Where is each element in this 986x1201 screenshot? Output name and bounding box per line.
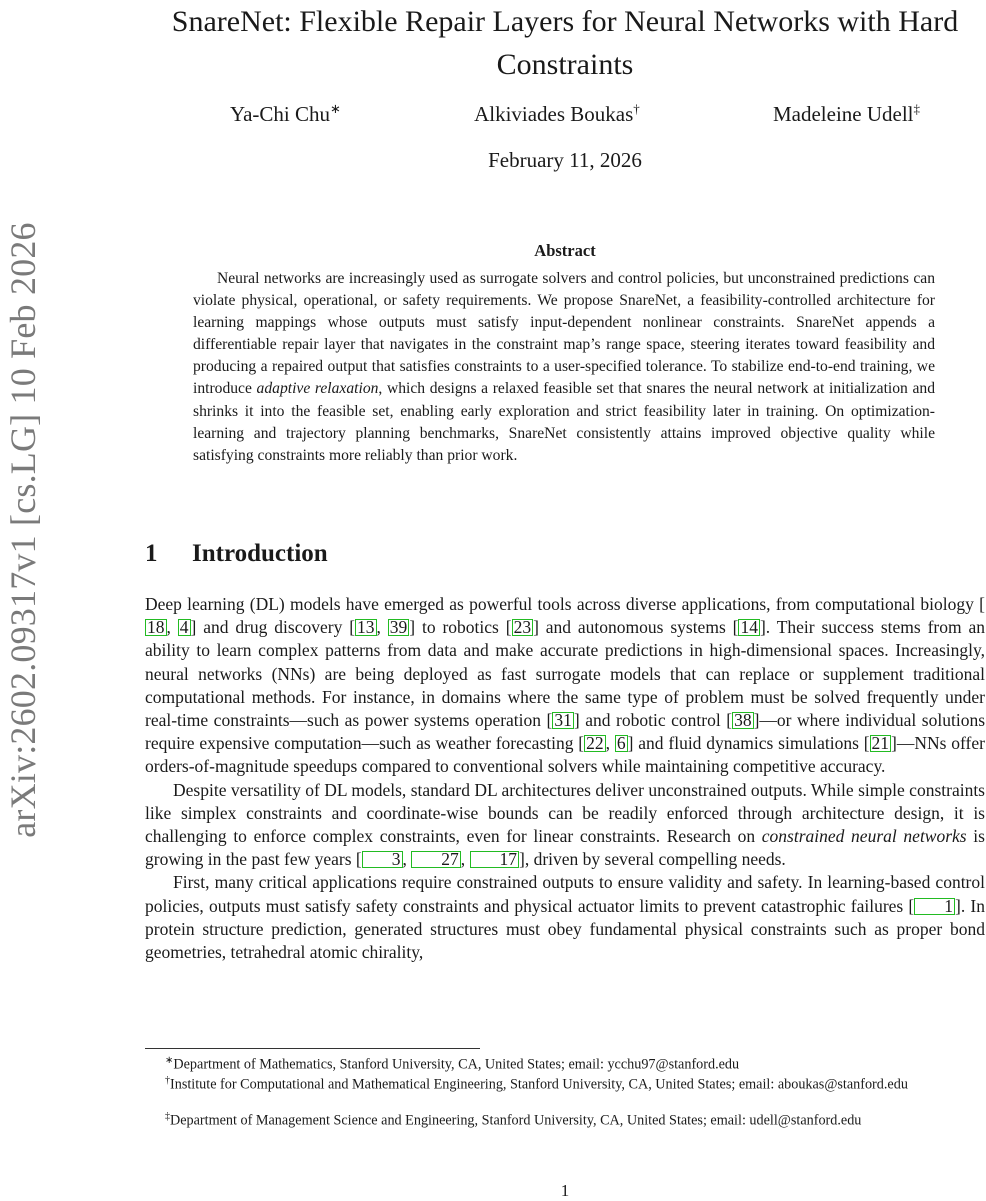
page-number: 1 — [560, 1181, 570, 1200]
section-number: 1 — [145, 540, 158, 567]
citation-link[interactable]: 23 — [513, 617, 532, 638]
citation-link[interactable]: 6 — [616, 733, 626, 754]
footnote-mark: ∗ — [165, 1055, 174, 1066]
citation-link[interactable]: 18 — [147, 617, 165, 638]
citation-link[interactable]: 14 — [740, 617, 758, 638]
citation-link[interactable]: 27 — [411, 851, 461, 868]
author-footnote-mark[interactable]: ‡ — [913, 101, 920, 116]
author-list — [230, 101, 920, 127]
arxiv-identifier-text: arXiv:2602.09317v1 [cs.LG] 10 Feb 2026 — [3, 222, 43, 838]
abstract-text-part: , which designs a relaxed feasible set that snares the neural network at initialization and shrinks it into the feasible set, enabling early exploration and strict feasibility later in training. On optimization-learning and trajectory planning benchmarks, SnareNet consistently attains improved objective quality while satisfying constraints more reliably than prior work. — [193, 380, 935, 464]
citation-link[interactable]: 31 — [554, 710, 572, 731]
footnote — [145, 1071, 985, 1095]
section-title: Introduction — [192, 540, 328, 567]
paragraph: First, many critical applications require constrained outputs to ensure validity and safety. In learning-based control policies, outputs must satisfy safety constraints and physical actuator limits to prevent catastrophic failures [ 1 ]. In protein structure prediction, generated structures must obey fundamental physical constraints such as proper bond geometries, tetrahedral atomic chirality, — [145, 872, 985, 963]
citation-link[interactable]: 39 — [389, 617, 408, 638]
author-name: Alkiviades Boukas — [474, 102, 634, 126]
footnote-rule — [145, 1048, 480, 1049]
footnote-text: Department of Management Science and Engineering, Stanford University, CA, United States; email: udell@stanford.edu — [170, 1112, 862, 1129]
abstract-text — [193, 268, 935, 467]
emphasis: constrained neural networks — [761, 826, 967, 847]
citation-link[interactable]: 21 — [871, 733, 890, 754]
abstract-emphasis: adaptive relaxation — [256, 380, 379, 398]
abstract-text-part: Neural networks are increasingly used as surrogate solvers and control policies, but unconstrained predictions can violate physical, operational, or safety requirements. We propose SnareNet, a feasibility-controlled architecture for learning mappings whose outputs must satisfy input-dependent nonlinear constraints. SnareNet appends a differentiable repair layer that navigates in the constraint map’s range space, steering iterates toward feasibility and producing a repaired output that satisfies constraints to a user-specified tolerance. To stabilize end-to-end training, we introduce — [193, 270, 935, 398]
author — [230, 101, 341, 127]
paragraph: Despite versatility of DL models, standard DL architectures deliver unconstrained outputs. While simple constraints like simplex constraints and coordinate-wise bounds can be readily enforced through architecture design, it is challenging to enforce complex constraints, even for linear constraints. Research on constrained neural networks is growing in the past few years [ 3 , 27 , 17 ], driven by several compelling needs. — [145, 779, 985, 870]
author — [773, 101, 920, 127]
citation-link[interactable]: 38 — [734, 710, 752, 731]
author — [474, 101, 640, 127]
footnote — [145, 1107, 985, 1131]
citation-link[interactable]: 17 — [470, 851, 520, 868]
footnote-text: Institute for Computational and Mathematical Engineering, Stanford University, CA, United States; email: aboukas@stanford.edu — [170, 1076, 908, 1093]
citation-link[interactable]: 13 — [357, 617, 375, 638]
paper-date: February 11, 2026 — [488, 148, 642, 172]
footnote-mark: † — [165, 1075, 170, 1086]
footnote-mark: ‡ — [165, 1111, 170, 1122]
citation-link[interactable]: 22 — [586, 733, 604, 754]
author-name: Madeleine Udell — [772, 102, 914, 126]
paper-title: SnareNet: Flexible Repair Layers for Neural Networks with Hard Constraints — [171, 5, 959, 81]
citation-link[interactable]: 4 — [179, 617, 189, 638]
arxiv-identifier-stamp — [0, 185, 46, 875]
author-footnote-mark[interactable]: † — [633, 101, 640, 116]
footnote-text: Department of Mathematics, Stanford University, CA, United States; email: ycchu97@stanford.edu — [173, 1056, 740, 1073]
author-name: Ya-Chi Chu — [230, 102, 330, 126]
citation-link[interactable]: 3 — [362, 851, 403, 868]
author-footnote-mark[interactable]: ∗ — [329, 101, 341, 116]
paragraph: Deep learning (DL) models have emerged as powerful tools across diverse applications, from computational biology [18 , 4 ] and drug discovery [ 13 , 39 ] to robotics [ 23 ] and autonomous systems [ 14 ]. Their success stems from an ability to learn complex patterns from data and make accurate predictions in high-dimensional spaces. Increasingly, neural networks (NNs) are being deployed as fast surrogate models that can replace or supplement traditional computational methods. For instance, in domains where the same type of problem must be solved frequently under real-time constraints—such as power systems operation [ 31 ] and robotic control [ 38 ]—or where individual solutions require expensive computation—such as weather forecasting [ 22 , 6 ] and fluid dynamics simulations [ 21 ]—NNs offer orders-of-magnitude speedups compared to conventional solvers while maintaining competitive accuracy. — [145, 594, 985, 777]
abstract-heading: Abstract — [534, 241, 596, 260]
citation-link[interactable]: 1 — [914, 898, 955, 915]
introduction-body — [145, 593, 985, 964]
